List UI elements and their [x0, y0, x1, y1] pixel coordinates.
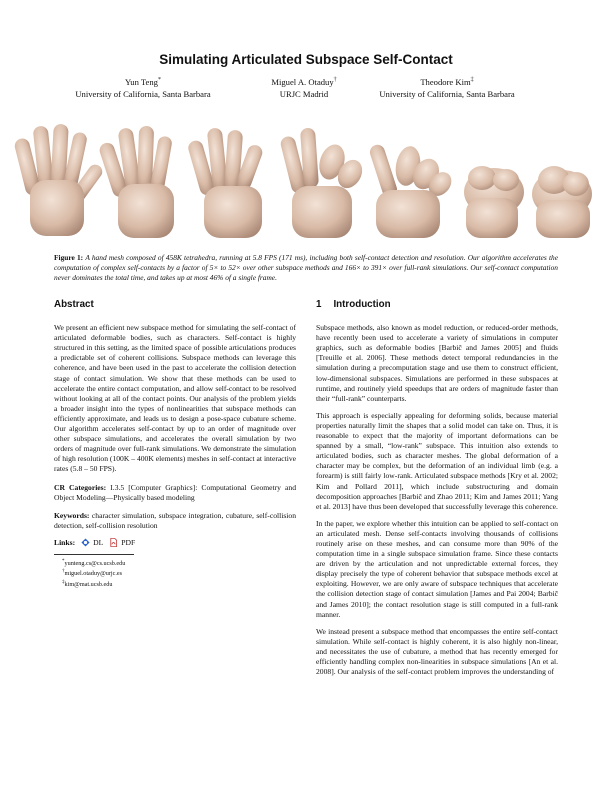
author-3-affiliation: University of California, Santa Barbara [379, 88, 515, 99]
footnote-2-mark: † [62, 569, 65, 575]
left-column [54, 300, 296, 589]
figure-caption-text: A hand mesh composed of 458K tetrahedra, running at 5.8 FPS (171 ms), including both self-contact detection and resolution. Our algorithm accelerates the computation of complex self-contacts by a factor of 5× to 52× over other subspace methods and 166× to 391× over full-rank simulations. Our self-contact computation never dominates the total time, and takes up at most 46% of a single frame. [54, 253, 558, 283]
footnote-2-email[interactable]: miguel.otaduy@urjc.es [64, 570, 123, 578]
footnote-3 [54, 579, 296, 589]
hand-pose-4 [279, 128, 367, 238]
author-2-mark: † [333, 77, 337, 83]
author-1-name: Yun Teng [125, 76, 158, 87]
figure-label: Figure 1: [54, 253, 84, 262]
footnote-rule [54, 554, 134, 555]
figure-caption [54, 253, 558, 284]
hand-pose-3 [187, 127, 265, 238]
footnote-2 [54, 568, 296, 578]
cr-categories-text: I.3.5 [Computer Graphics]: Computational Geometry and Object Modeling—Physically based modeling [54, 482, 297, 502]
dl-link-label: DL [93, 537, 104, 547]
acm-dl-icon [81, 538, 90, 547]
footnote-1-mark: * [62, 558, 65, 564]
right-column [316, 300, 558, 684]
links-row [54, 538, 296, 548]
pdf-icon [109, 538, 118, 547]
dl-link[interactable] [81, 538, 103, 548]
pdf-link-label: PDF [121, 537, 136, 547]
intro-paragraph-2: This approach is especially appealing for deforming solids, because material properties naturally limit the shapes that a solid model can take on. Thus, it is reasonable to expect that the majority of important deformations can be spanned by a small, “low-rank” subspace. This intuition also extends to articulated bodies, such as character meshes. The global deformation of a character may be complex, but the deformation of an individual limb (e.g. a forearm) is still fairly low-rank. Articulated subspace methods [Kry et al. 2002; Kim and Pollard 2011], which include substructuring and domain decomposition approaches [Barbič and Zhao 2011; Kim and James 2011; Yang et al. 2013] have thus been developed that successfully leverage this coherence. [316, 410, 558, 511]
pdf-link[interactable] [109, 538, 135, 548]
hand-pose-7 [532, 166, 592, 238]
hand-pose-1 [14, 124, 105, 236]
section-number: 1 [316, 299, 322, 310]
keywords [54, 511, 296, 531]
author-3-name: Theodore Kim [420, 76, 471, 87]
footnote-1-email[interactable]: yunteng.cs@cs.ucsb.edu [64, 560, 126, 568]
footnote-3-email[interactable]: kim@mat.ucsb.edu [64, 580, 113, 588]
abstract-heading: Abstract [54, 299, 94, 310]
author-1-mark: * [157, 77, 161, 83]
abstract-body: We present an efficient new subspace method for simulating the self-contact of articulated deformable bodies, such as characters. Self-contact is highly structured in this setting, as the limited space of possible articulations produces a predictable set of coherent collisions. Subspace methods can leverage this coherence, and have been used in the past to accelerate the collision detection stage of contact simulation. We show that these methods can be used to accelerate the entire contact computation, and allow self-contact to be resolved without looking at all of the contact points. Our analysis of the problem yields a broader insight into the types of nonlinearities that subspace methods can efficiently approximate, and leads us to design a pose-space cubature scheme. Our algorithm accelerates self-contact by up to an order of magnitude over other subspace simulations, and accelerates the overall simulation by two orders of magnitude over full-rank simulations. We demonstrate the simulation of high resolution (100K – 400K elements) meshes in self-contact at interactive rates (5.8 – 50 FPS). [54, 323, 296, 474]
intro-paragraph-4: We instead present a subspace method that encompasses the entire self-contact simulation. While self-contact is highly coherent, it is also highly non-linear, and necessitates the use of cubature, a method that has recently emerged for efficiently handling complex non-linearities in subspace simulations [An et al. 2008]. Our analysis of the self-contact problem improves the understanding of [316, 626, 558, 677]
footnote-1 [54, 558, 296, 568]
intro-paragraph-1: Subspace methods, also known as model reduction, or reduced-order methods, have recently been used to accelerate a variety of simulations in computer graphics, such as deformable bodies [Barbič and James 2005] and fluids [Treuille et al. 2006]. These methods detect temporal redundancies in the simulation during a precomputation stage and use them to construct efficient, low-dimensional subspaces. Simulations are performed in these subspaces at runtime, and routinely yield speedups that are orders of magnitude faster than their “full-rank” counterparts. [316, 323, 558, 403]
links-label: Links: [54, 537, 76, 547]
introduction-heading [316, 300, 558, 310]
hand-pose-5 [368, 143, 456, 238]
intro-paragraph-3: In the paper, we explore whether this intuition can be applied to self-contact on an articulated mesh. Dense self-contacts involving thousands of collisions routinely arise on these meshes, and can consume more than 90% of the computation time in a single subspace simulation frame. Since these contacts are driven by the articulation and not unpredictable external forces, they display precisely the type of coherent behavior that subspace methods excel at exploiting. However, we are only aware of subspace techniques that accelerate the collision detection stage of contact simulation [James and Pai 2004; Barbič and James 2010]; the contact resolution stage is still computed in a full-rank manner. [316, 518, 558, 619]
paper-title: Simulating Articulated Subspace Self-Contact [159, 52, 453, 67]
section-title: Introduction [333, 299, 391, 310]
author-2-name: Miguel A. Otaduy [271, 76, 334, 87]
author-1-affiliation: University of California, Santa Barbara [75, 88, 211, 99]
cr-categories-label: CR Categories: [54, 482, 107, 492]
cr-categories [54, 483, 296, 503]
hand-pose-2 [98, 126, 174, 238]
teaser-figure [14, 122, 598, 242]
author-3 [362, 74, 532, 100]
keywords-text: character simulation, subspace integration, cubature, self-collision detection, self-collision resolution [54, 510, 296, 530]
author-2-affiliation: URJC Madrid [279, 88, 329, 99]
author-3-mark: ‡ [470, 77, 474, 83]
hand-pose-6 [464, 166, 524, 238]
keywords-label: Keywords: [54, 510, 90, 520]
footnote-3-mark: ‡ [62, 579, 65, 585]
author-1 [58, 74, 228, 100]
author-2 [232, 74, 376, 100]
